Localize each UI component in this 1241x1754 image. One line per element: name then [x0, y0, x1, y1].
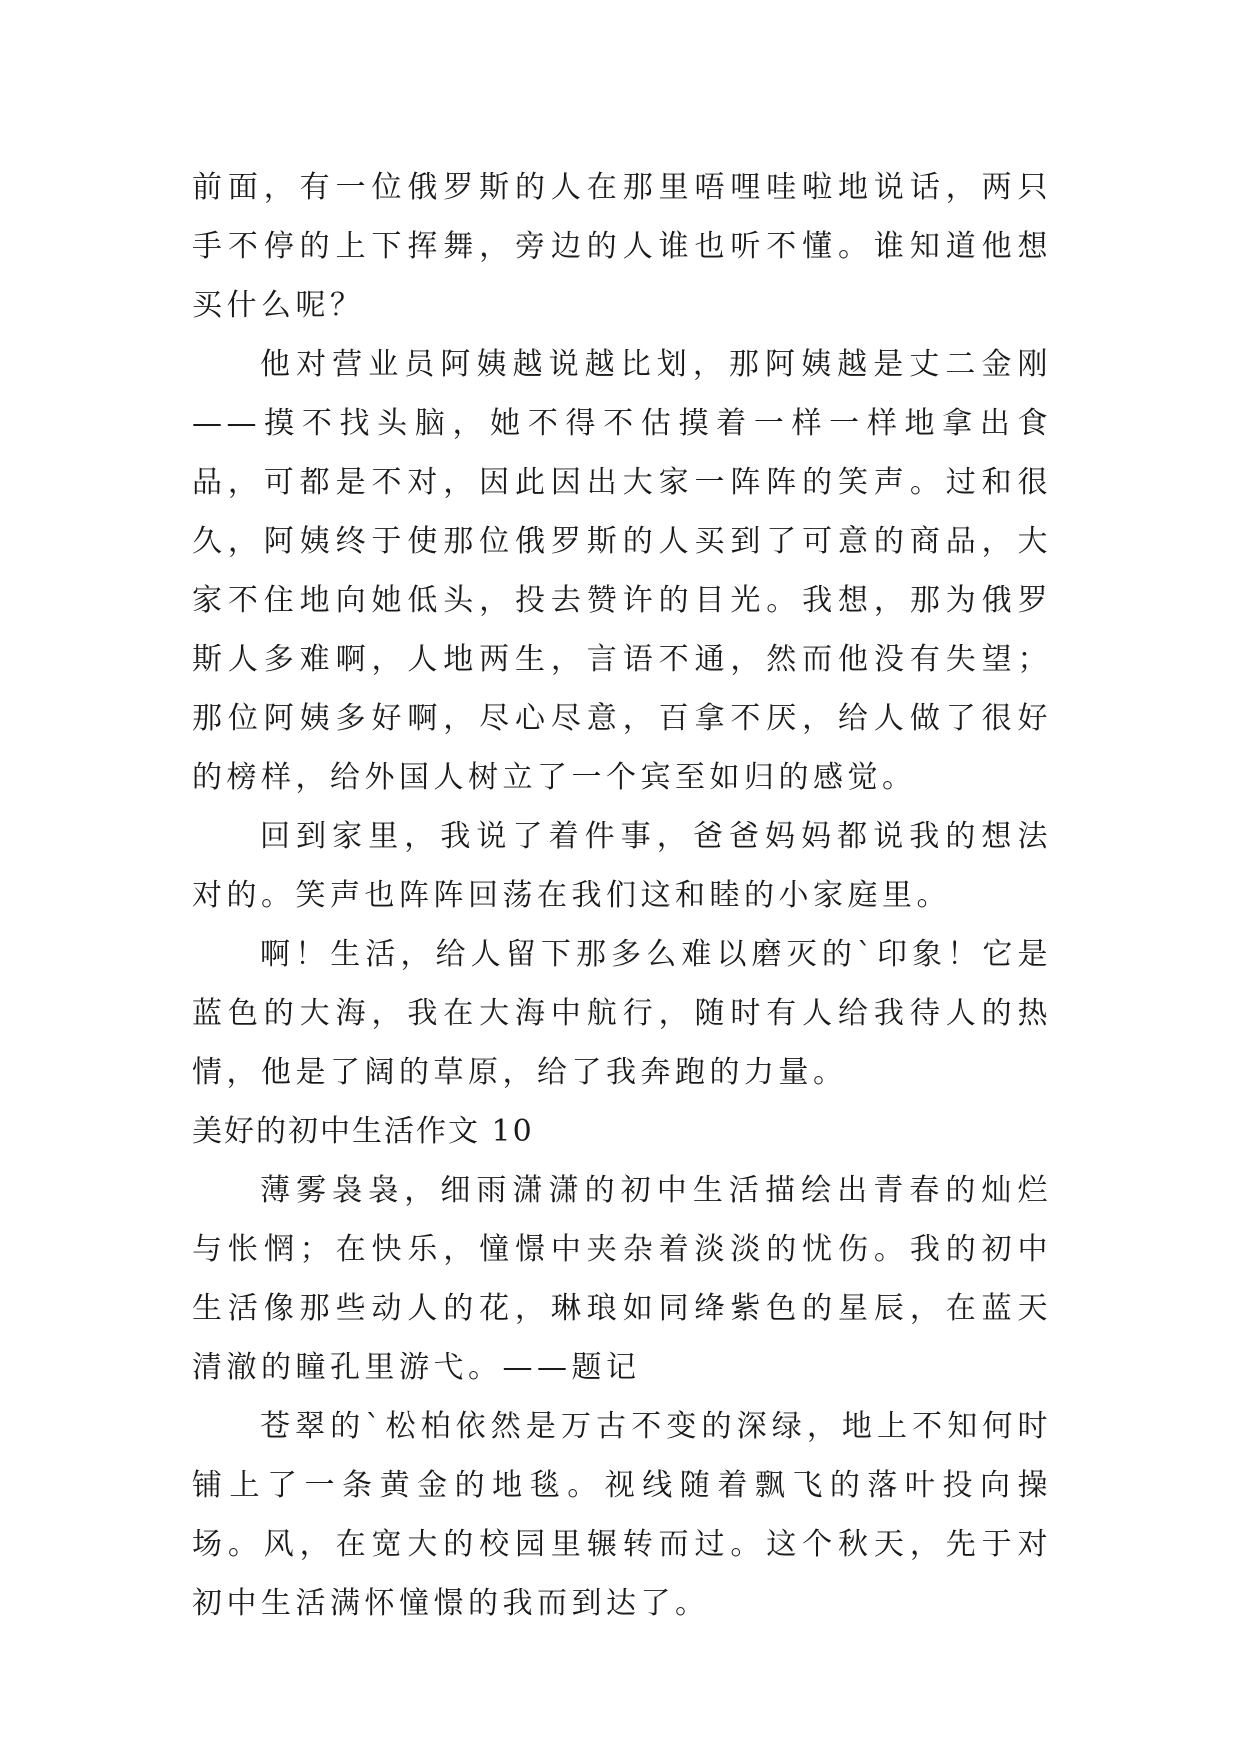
paragraph-2: 他对营业员阿姨越说越比划，那阿姨越是丈二金刚——摸不找头脑，她不得不估摸着一样一样地拿出食品，可都是不对，因此因出大家一阵阵的笑声。过和很久，阿姨终于使那位俄罗斯的人买到了可意的商品，大家不住地向她低头，投去赞许的目光。我想，那为俄罗斯人多难啊，人地两生，言语不通，然而他没有失望；那位阿姨多好啊，尽心尽意，百拿不厌，给人做了很好的榜样，给外国人树立了一个宾至如归的感觉。	[192, 347, 1052, 795]
document-page	[192, 158, 1052, 1633]
paragraph-1: 前面，有一位俄罗斯的人在那里唔哩哇啦地说话，两只手不停的上下挥舞，旁边的人谁也听不懂。谁知道他想买什么呢？	[192, 170, 1052, 323]
paragraph-5: 薄雾袅袅，细雨潇潇的初中生活描绘出青春的灿烂与怅惘；在快乐，憧憬中夹杂着淡淡的忧伤。我的初中生活像那些动人的花，琳琅如同绛紫色的星辰，在蓝天清澈的瞳孔里游弋。——题记	[192, 1173, 1052, 1385]
paragraph-3: 回到家里，我说了着件事，爸爸妈妈都说我的想法对的。笑声也阵阵回荡在我们这和睦的小家庭里。	[192, 819, 1052, 913]
paragraph-6: 苍翠的`松柏依然是万古不变的深绿，地上不知何时铺上了一条黄金的地毯。视线随着飘飞的落叶投向操场。风，在宽大的校园里辗转而过。这个秋天，先于对初中生活满怀憧憬的我而到达了。	[192, 1409, 1052, 1621]
paragraph-4: 啊！生活，给人留下那多么难以磨灭的`印象！它是蓝色的大海，我在大海中航行，随时有人给我待人的热情，他是了阔的草原，给了我奔跑的力量。	[192, 937, 1052, 1090]
section-heading: 美好的初中生活作文 10	[192, 1114, 534, 1149]
